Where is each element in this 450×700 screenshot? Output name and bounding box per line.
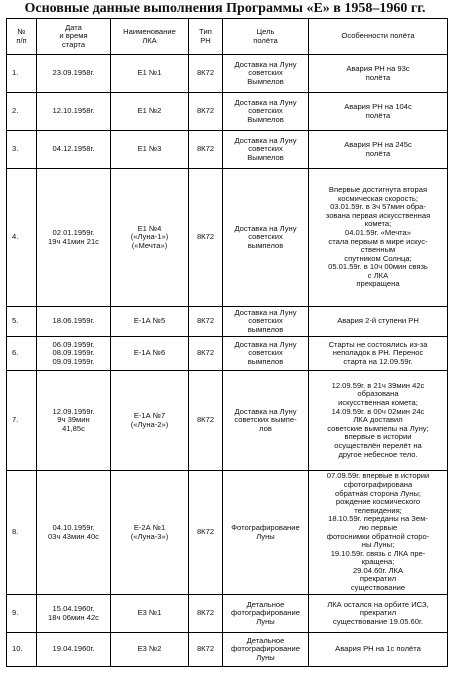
table-row — [7, 337, 448, 371]
row-rocket: 8К72 — [189, 169, 223, 307]
row-goal: Доставка на Луну советских вымпелов — [223, 337, 309, 371]
table-row — [7, 595, 448, 633]
row-lka: Е-1А №5 — [111, 307, 189, 337]
document-title: Основные данные выполнения Программы «Е» в 1958–1960 гг. — [24, 1, 426, 16]
row-goal: Фотографирование Луны — [223, 471, 309, 595]
row-goal: Доставка на Луну советских вымпелов — [223, 169, 309, 307]
row-goal: Доставка на Луну советских вымпе- лов — [223, 371, 309, 471]
row-number: 10. — [7, 633, 37, 667]
row-date: 06.09.1959г. 08.09.1959г. 09.09.1959г. — [37, 337, 111, 371]
table-row — [7, 471, 448, 595]
row-notes: Авария РН на 245с полёта — [309, 131, 448, 169]
row-number: 7. — [7, 371, 37, 471]
row-lka: Е-1А №7 («Луна-2») — [111, 371, 189, 471]
header-row — [7, 19, 448, 55]
row-notes: 12.09.59г. в 21ч 39мин 42с образована искусственная комета; 14.09.59г. в 00ч 02мин 24с ЛКА доставил советские вымпелы на Луну; впервые в истории осуществлён перелёт на другое небесное тело. — [309, 371, 448, 471]
row-lka: Е3 №1 — [111, 595, 189, 633]
row-date: 02.01.1959г. 19ч 41мин 21с — [37, 169, 111, 307]
row-notes: Авария РН на 93с полёта — [309, 55, 448, 93]
row-goal: Доставка на Луну советских Вымпелов — [223, 131, 309, 169]
row-date: 19.04.1960г. — [37, 633, 111, 667]
row-notes: Авария РН на 104с полёта — [309, 93, 448, 131]
row-number: 9. — [7, 595, 37, 633]
row-rocket: 8К72 — [189, 307, 223, 337]
row-lka: Е-1А №6 — [111, 337, 189, 371]
row-lka: Е1 №1 — [111, 55, 189, 93]
row-goal: Доставка на Луну советских Вымпелов — [223, 93, 309, 131]
header-number: № п/п — [7, 19, 37, 55]
header-goal: Цель полёта — [223, 19, 309, 55]
row-notes: Старты не состоялись из-за неполадок в РН. Перенос старта на 12.09.59г. — [309, 337, 448, 371]
row-notes: 07.09.59г. впервые в истории сфотографирована обратная сторона Луны; рождение космического телевидения; 18.10.59г. переданы на Зем- лю первые фотоснимки обратной сторо- ны Луны; 19.10.59г. связь с ЛКА пре- кращена; 29.04.60г. ЛКА прекратил существование — [309, 471, 448, 595]
row-notes: Впервые достигнута вторая космическая скорость; 03.01.59г. в 3ч 57мин обра- зована первая искусственная комета; 04.01.59г. «Мечта» стала первым в мире искус- ственным спутником Солнца; 05.01.59г. в 10ч 00мин связь с ЛКА прекращена — [309, 169, 448, 307]
table-row — [7, 307, 448, 337]
row-date: 18.06.1959г. — [37, 307, 111, 337]
row-number: 1. — [7, 55, 37, 93]
row-number: 2. — [7, 93, 37, 131]
row-rocket: 8К72 — [189, 93, 223, 131]
header-rocket: Тип РН — [189, 19, 223, 55]
row-rocket: 8К72 — [189, 633, 223, 667]
header-lka: Наименование ЛКА — [111, 19, 189, 55]
row-date: 15.04.1960г. 18ч 06мин 42с — [37, 595, 111, 633]
row-date: 12.10.1958г. — [37, 93, 111, 131]
row-notes: ЛКА остался на орбите ИСЗ, прекратил существование 19.05.60г. — [309, 595, 448, 633]
row-number: 6. — [7, 337, 37, 371]
table-row — [7, 55, 448, 93]
row-lka: Е1 №3 — [111, 131, 189, 169]
row-goal: Детальное фотографирование Луны — [223, 595, 309, 633]
table-row — [7, 371, 448, 471]
row-notes: Авария 2-й ступени РН — [309, 307, 448, 337]
row-rocket: 8К72 — [189, 471, 223, 595]
flights-table — [6, 18, 448, 667]
row-rocket: 8К72 — [189, 595, 223, 633]
row-lka: Е1 №2 — [111, 93, 189, 131]
table-row — [7, 169, 448, 307]
row-number: 4. — [7, 169, 37, 307]
row-number: 5. — [7, 307, 37, 337]
row-date: 23.09.1958г. — [37, 55, 111, 93]
table-row — [7, 633, 448, 667]
row-goal: Доставка на Луну советских Вымпелов — [223, 55, 309, 93]
row-lka: Е-2А №1 («Луна-3») — [111, 471, 189, 595]
row-goal: Доставка на Луну советских вымпелов — [223, 307, 309, 337]
row-lka: Е3 №2 — [111, 633, 189, 667]
header-notes: Особенности полёта — [309, 19, 448, 55]
row-date: 04.10.1959г. 03ч 43мин 40с — [37, 471, 111, 595]
row-rocket: 8К72 — [189, 371, 223, 471]
row-number: 3. — [7, 131, 37, 169]
header-date: Дата и время старта — [37, 19, 111, 55]
row-goal: Детальное фотографирование Луны — [223, 633, 309, 667]
row-date: 12.09.1959г. 9ч 39мин 41,85с — [37, 371, 111, 471]
table-row — [7, 93, 448, 131]
row-date: 04.12.1958г. — [37, 131, 111, 169]
row-lka: Е1 №4 («Луна-1») («Мечта») — [111, 169, 189, 307]
table-row — [7, 131, 448, 169]
row-notes: Авария РН на 1с полёта — [309, 633, 448, 667]
row-rocket: 8К72 — [189, 131, 223, 169]
row-number: 8. — [7, 471, 37, 595]
row-rocket: 8К72 — [189, 55, 223, 93]
row-rocket: 8К72 — [189, 337, 223, 371]
